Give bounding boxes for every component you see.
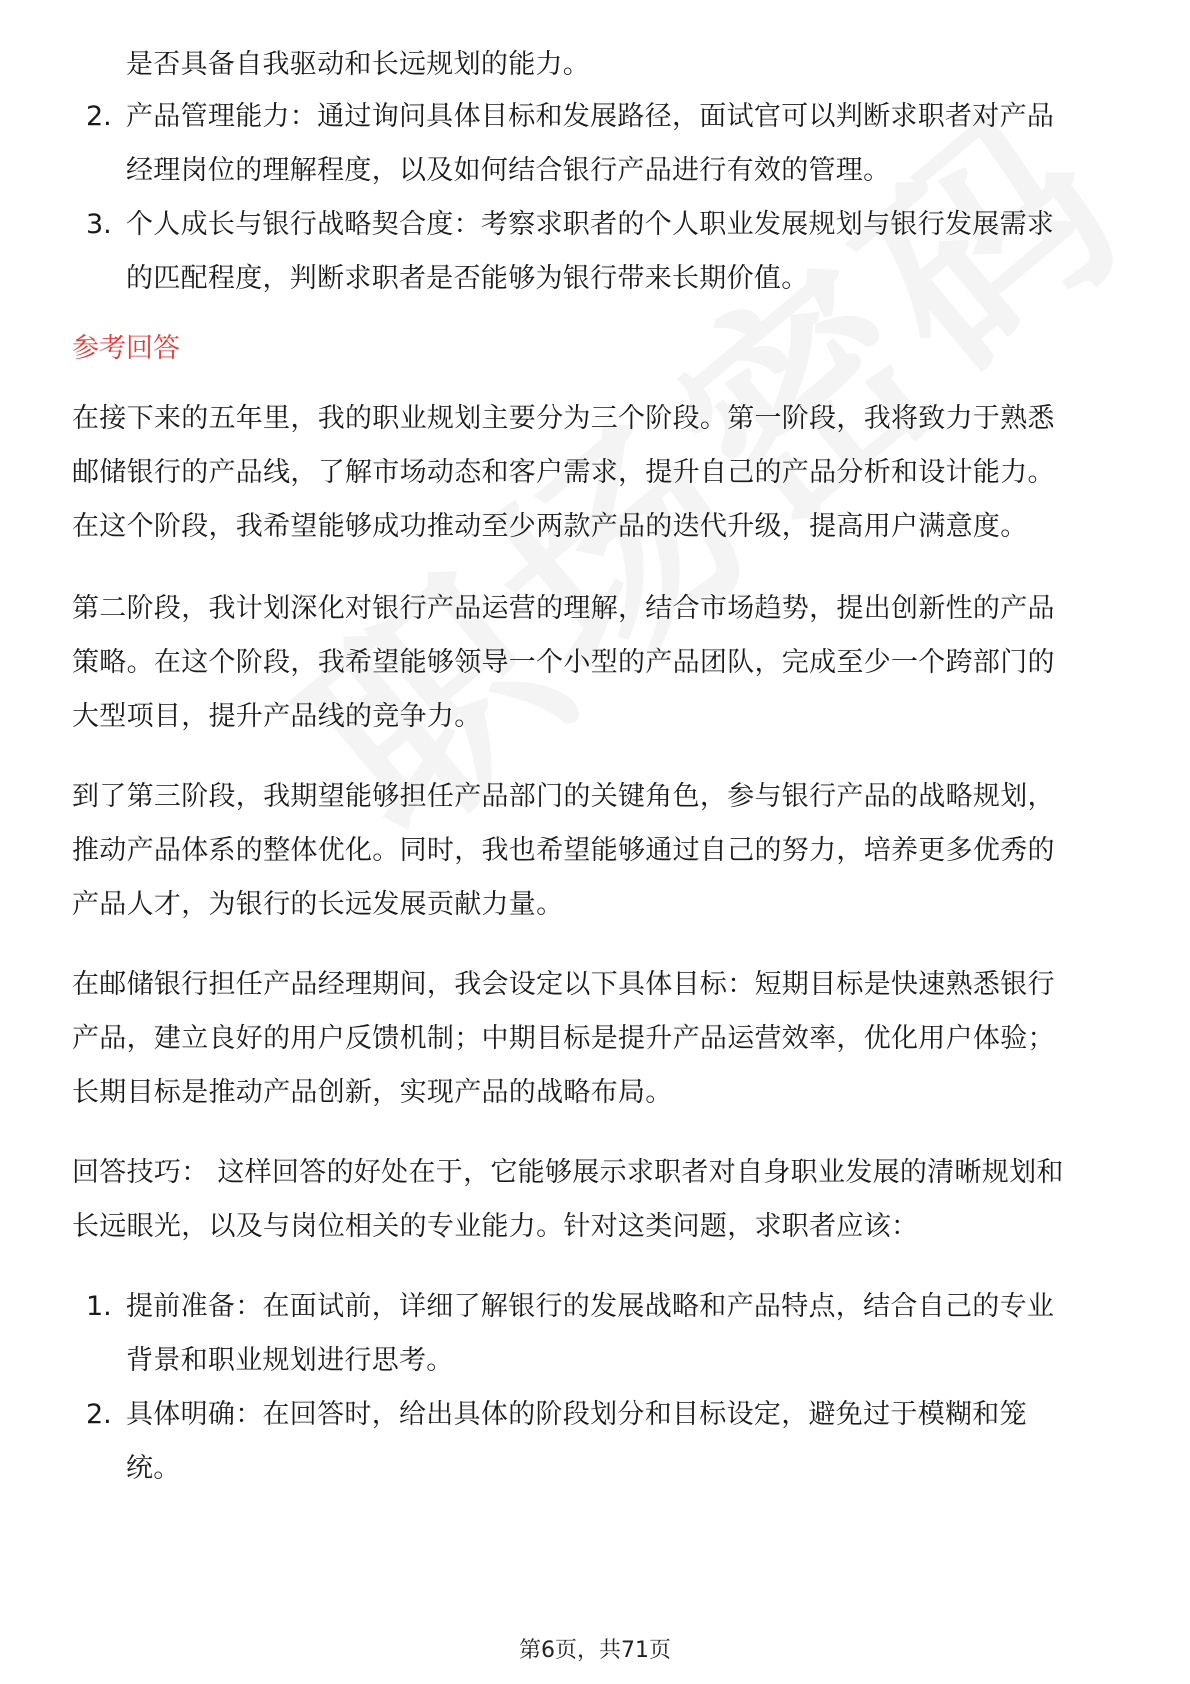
paragraph-line: 产品，建立良好的用户反馈机制；中期目标是提升产品运营效率，优化用户体验；	[72, 1023, 1055, 1054]
list-number: 3.	[86, 209, 112, 240]
paragraph-line: 长远眼光，以及与岗位相关的专业能力。针对这类问题，求职者应该：	[72, 1211, 919, 1242]
paragraph-line: 第二阶段，我计划深化对银行产品运营的理解，结合市场趋势，提出创新性的产品	[72, 593, 1055, 624]
paragraph-line: 邮储银行的产品线，了解市场动态和客户需求，提升自己的产品分析和设计能力。	[72, 457, 1055, 488]
paragraph-line: 大型项目，提升产品线的竞争力。	[72, 701, 482, 732]
list-item-line: 背景和职业规划进行思考。	[126, 1345, 454, 1376]
list-number: 2.	[86, 1399, 112, 1430]
list-item-continuation: 是否具备自我驱动和长远规划的能力。	[126, 49, 591, 80]
list-item-line: 经理岗位的理解程度，以及如何结合银行产品进行有效的管理。	[126, 155, 891, 186]
list-number: 2.	[86, 101, 112, 132]
paragraph-line: 策略。在这个阶段，我希望能够领导一个小型的产品团队，完成至少一个跨部门的	[72, 647, 1055, 678]
paragraph-line: 回答技巧： 这样回答的好处在于，它能够展示求职者对自身职业发展的清晰规划和	[72, 1157, 1064, 1188]
list-item-line: 提前准备：在面试前，详细了解银行的发展战略和产品特点，结合自己的专业	[126, 1291, 1055, 1322]
list-number: 1.	[86, 1291, 112, 1322]
list-item-line: 统。	[126, 1453, 181, 1484]
list-item-line: 具体明确：在回答时，给出具体的阶段划分和目标设定，避免过于模糊和笼	[126, 1399, 1027, 1430]
section-heading: 参考回答	[72, 333, 180, 364]
paragraph-line: 在接下来的五年里，我的职业规划主要分为三个阶段。第一阶段，我将致力于熟悉	[72, 403, 1055, 434]
paragraph-line: 在邮储银行担任产品经理期间，我会设定以下具体目标：短期目标是快速熟悉银行	[72, 969, 1055, 1000]
list-item-line: 产品管理能力：通过询问具体目标和发展路径，面试官可以判断求职者对产品	[126, 101, 1055, 132]
paragraph-line: 到了第三阶段，我期望能够担任产品部门的关键角色，参与银行产品的战略规划，	[72, 781, 1055, 812]
paragraph-line: 推动产品体系的整体优化。同时，我也希望能够通过自己的努力，培养更多优秀的	[72, 835, 1055, 866]
paragraph-line: 产品人才，为银行的长远发展贡献力量。	[72, 889, 564, 920]
paragraph-line: 长期目标是推动产品创新，实现产品的战略布局。	[72, 1077, 673, 1108]
page-number: 第6页，共71页	[519, 1638, 671, 1663]
paragraph-line: 在这个阶段，我希望能够成功推动至少两款产品的迭代升级，提高用户满意度。	[72, 511, 1028, 542]
list-item-line: 个人成长与银行战略契合度：考察求职者的个人职业发展规划与银行发展需求	[126, 209, 1055, 240]
list-item-line: 的匹配程度，判断求职者是否能够为银行带来长期价值。	[126, 263, 809, 294]
